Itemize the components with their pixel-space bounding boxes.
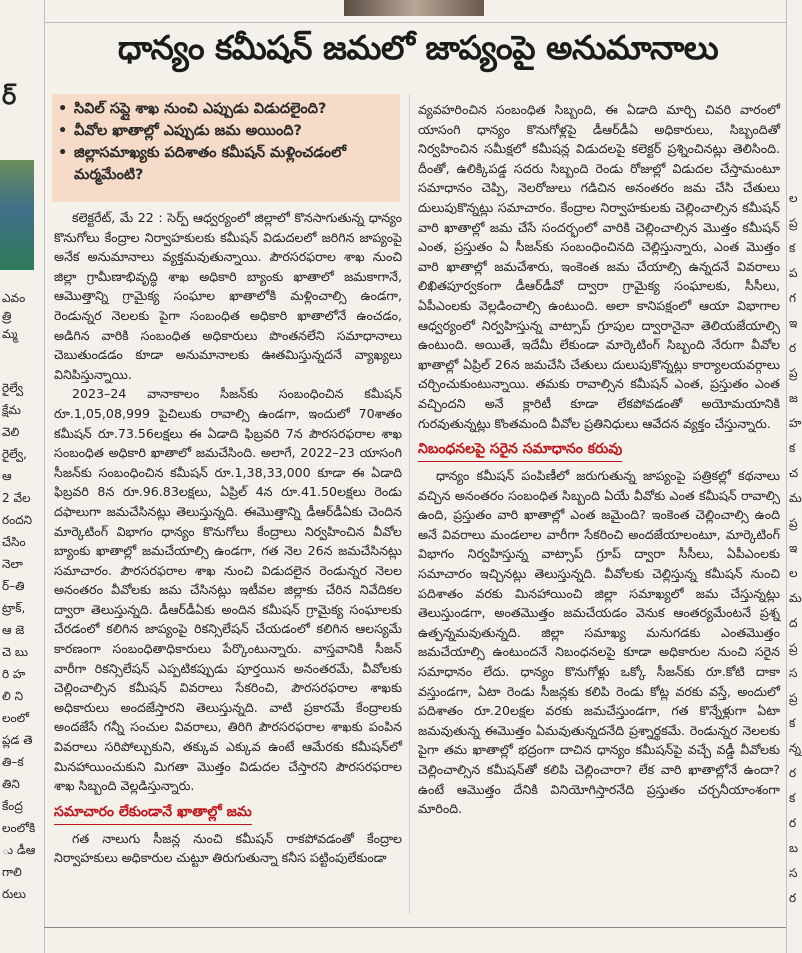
edge-fragment: రి హ xyxy=(2,667,26,681)
edge-fragment: మ xyxy=(789,591,802,605)
edge-fragment: రైల్వే xyxy=(2,381,24,395)
edge-fragment: క xyxy=(789,241,796,255)
edge-fragment: క్షేమ xyxy=(2,403,21,417)
edge-fragment: ర xyxy=(789,766,797,780)
edge-fragment: ప్లడ తె xyxy=(2,733,33,747)
edge-fragment: హ xyxy=(789,416,802,430)
edge-fragment: ర్ xyxy=(2,82,17,110)
bottom-rule xyxy=(44,927,786,928)
edge-fragment: ప్ర xyxy=(789,641,798,655)
subheading: నిబంధనలపై సరైన సమాధానం కరువు xyxy=(418,437,622,462)
edge-fragment: ట్రాక్, xyxy=(2,601,26,615)
edge-fragment: గాలి xyxy=(2,865,22,879)
highlights-box xyxy=(52,94,400,202)
edge-fragment: ప xyxy=(789,266,798,280)
edge-fragment: ర xyxy=(789,816,797,830)
edge-fragment: కేంద్ర xyxy=(2,799,23,813)
edge-fragment: నెలా xyxy=(2,557,23,571)
subheading: సమాచారం లేకుండానే ఖాతాల్లో జమ xyxy=(54,800,252,825)
column-divider xyxy=(409,94,410,914)
edge-fragment: చె బు xyxy=(2,645,29,659)
highlight-item: • జిల్లాసమాఖ్యకు పదిశాతం కమీషన్ మళ్లించడంలో మర్మమేంటి? xyxy=(58,145,346,183)
edge-fragment: వెలి xyxy=(2,425,20,439)
edge-fragment: ద xyxy=(789,616,798,630)
headline: ధాన్యం కమీషన్ జమలో జాప్యంపై అనుమానాలు xyxy=(117,28,719,67)
article-column-2 xyxy=(418,100,780,819)
edge-fragment: రైల్వే, xyxy=(2,447,27,461)
edge-fragment: లి ని xyxy=(2,689,24,703)
edge-fragment: మ్మ xyxy=(2,327,18,341)
edge-fragment: తిని xyxy=(2,777,20,791)
edge-fragment: చ xyxy=(789,466,799,480)
edge-fragment: మ xyxy=(789,491,802,505)
edge-fragment: ర xyxy=(789,891,797,905)
edge-fragment: ర్–తి xyxy=(2,579,25,593)
left-adjacent-column xyxy=(0,0,45,953)
edge-fragment: గ xyxy=(789,291,796,305)
edge-fragment: రందని xyxy=(2,513,33,527)
paragraph: కలెక్టరేట్, మే 22 : సెర్ప్ ఆధ్వర్యంలో జిల్లాలో కొనసాగుతున్న ధాన్యం కొనుగోలు కేంద్రాల నిర్వాహకులకు కమీషన్ విడుదలలో జరిగిన జాప్యంపై అనేక అనుమానాలు వ్యక్తమవుతున్నాయి. పౌరసరఫరాల శాఖ నుంచి జిల్లా గ్రామీణాభివృద్ధి శాఖ అధికారి బ్యాంకు ఖాతాలో జమకాగానే, ఆమొత్తాన్ని గ్రామైక్య సంఘాల ఖాతాలోకి మళ్లించాల్సి ఉండగా, రెండున్నర నెలలకు పైగా సంబంధిత అధికారి ఖాతాలోనే ఉంచడం, అడిగిన వారికి సంబంధిత అధికారులు పొంతనలేని సమాధానాలు చెబుతుండడం కూడా అనుమానాలకు ఊతమిస్తున్నదనే వ్యాఖ్యలు వినిపిస్తున్నాయి. xyxy=(54,210,402,382)
edge-fragment: ఆ జె xyxy=(2,623,25,637)
edge-fragment: స xyxy=(789,666,798,680)
paragraph: వ్యవహరించిన సంబంధిత సిబ్బంది, ఈ ఏడాది మార్చి చివరి వారంలో యాసంగి ధాన్యం కొనుగోళ్లపై డీఆర్‌డీఏ అధికారులు, సిబ్బందితో నిర్వహించిన సమీక్షలో కమీషన్ల విడుదలపై కలెక్టర్ ప్రశ్నించినట్లు తెలిసింది. దీంతో, ఉలిక్కిపడ్డ సదరు సిబ్బంది రెండు రోజుల్లో విడుదల చేస్తామంటూ సమాధానం చెప్పి, నెలరోజులు గడిచిన అనంతరం జమ చేసి చేతులు దులుపుకొన్నట్లు సమాచారం. కేంద్రాల నిర్వాహకులకు చెల్లించాల్సిన కమీషన్ వారి ఖాతాల్లో జమ చేసే సందర్భంలో వారికి చెల్లించాల్సిన మొత్తం కమీషన్ ఎంత, ప్రస్తుతం ఏ సీజన్‌కు సంబంధించినది చెల్లిస్తున్నారు, ఎంత మొత్తం వారి ఖాతాల్లో జమచేశారు, ఇంకెంత జమ చేయాల్సి ఉన్నదనే వివరాలు లిఖితపూర్వకంగా డీఆర్‌డీవో ద్వారా గ్రామైక్య సంఘాలకు, సీసీలు, ఏపీఎంలకు వెల్లడించాల్సి ఉంటుంది. అలా కానిపక్షంలో ఆయా విభాగాల ఆధ్వర్యంలో నిర్వహిస్తున్న వాట్సాప్ గ్రూపుల ద్వారానైనా తెలియజేయాల్సి ఉంటుంది. అయితే, ఇదేమీ లేకుండా మార్కెటింగ్ సిబ్బంది నేరుగా వీవోల ఖాతాల్లో ఏప్రిల్ 26న జమచేసి చేతులు దులుపుకొన్నట్లు కార్యాలయవర్గాలు చర్చించుకుంటున్నాయి. తమకు రావాల్సిన కమీషన్ ఎంత, ప్రస్తుతం ఎంత వచ్చిందని అనే క్లారిటీ కూడా లేకపోవడంతో అయోమయానికి గురవుతున్నట్లు కొంతమంది వీవోల ప్రతినిధులు ఆవేదన వ్యక్తం చేస్తున్నారు. xyxy=(418,102,780,431)
edge-fragment: రులు xyxy=(2,887,26,901)
edge-fragment: క xyxy=(789,716,796,730)
highlight-item: • వీవోల ఖాతాల్లో ఎప్పుడు జమ అయింది? xyxy=(58,123,302,139)
edge-fragment: ఇ xyxy=(789,541,798,555)
edge-fragment: ఆ xyxy=(2,469,12,483)
edge-fragment: తి–క xyxy=(2,755,24,769)
edge-fragment: ప్ర xyxy=(789,516,798,530)
edge-fragment: లంలోకి xyxy=(2,821,36,835)
cropped-photo xyxy=(344,0,484,16)
edge-fragment: క xyxy=(789,441,796,455)
edge-fragment: త్రి xyxy=(2,309,12,323)
edge-fragment: ర xyxy=(789,341,797,355)
edge-fragment: చేసిం xyxy=(2,535,26,549)
paragraph: 2023–24 వానాకాలం సీజన్‌కు సంబంధించిన కమీషన్ రూ.1,05,08,999 పైచిలుకు రావాల్సి ఉండగా, ఇందులో 70శాతం కమీషన్ రూ.73.56లక్షలు ఈ ఏడాది ఫిబ్రవరి 7న పౌరసరఫరాల శాఖ సంబంధిత అధికారి ఖాతాలో జమచేసింది. అలాగే, 2022–23 యాసంగి సీజన్‌కు సంబంధించిన కమీషన్ రూ.1,38,33,000 కూడా ఈ ఏడాది ఫిబ్రవరి 8న రూ.96.83లక్షలు, ఏప్రిల్ 4న రూ.41.50లక్షలు రెండు దఫాలుగా జమచేసినట్లు తెలుస్తున్నది. ఈమొత్తాన్ని డీఆర్‌డీఏకు చెందిన మార్కెటింగ్ విభాగం ధాన్యం కొనుగోలు కేంద్రాలు నిర్వహించిన వీవోల బ్యాంకు ఖాతాల్లో జమచేయాల్సి ఉండగా, గత నెల 26న జమచేసినట్లు సమాచారం. పౌరసరఫరాల శాఖ నుంచి విడుదలైన రెండున్నర నెలల అనంతరం వీవోలకు జమ చేసినట్లు ఇటీవల జిల్లాకు చేరిన నివేదికల ద్వారా తెలుస్తున్నది. డీఆర్‌డీఏకు అందిన కమీషన్ గ్రామైక్య సంఘాలకు చేరడంలో కలిగిన జాప్యంపై రికన్సిలేషన్ చేయడంలో కలిగిన ఆలస్యమే కారణంగా సంబంధితాధికారులు పేర్కొంటున్నారు. వాస్తవానికి సీజన్ వారీగా రికన్సిలేషన్ ఎప్పటికప్పుడు పూర్తయిన అనంతరమే, వీవోలకు చెల్లించాల్సిన కమీషన్ వివరాలు సేకరించి, పౌరసరఫరాల శాఖకు అధికారులు అందజేస్తారని తెలుస్తున్నది. వాటి ప్రకారమే కేంద్రాలకు అందజేసే గన్నీ సంచుల వివరాలు, తిరిగి పౌరసరఫరాల శాఖకు పంపిన వివరాలు సరిపోల్చుకుని, తక్కువ ఎక్కువ ఉంటే ఆమేరకు కమీషన్‌లో మినహాయించుకుని మిగతా మొత్తం విడుదల చేస్తారని పౌరసరఫరాల శాఖ సిబ్బంది వెల్లడిస్తున్నారు. xyxy=(54,386,402,794)
edge-fragment: లంలో xyxy=(2,711,29,725)
edge-fragment: స xyxy=(789,866,798,880)
right-adjacent-column xyxy=(786,0,801,953)
edge-fragment: న్న xyxy=(789,741,801,755)
top-edge-fragment xyxy=(44,0,786,23)
paragraph: ధాన్యం కమీషన్ పంపిణీలో జరుగుతున్న జాప్యంపై పత్రికల్లో కథనాలు వచ్చిన అనంతరం సంబంధిత సిబ్బంది ఏయే వీవోకు ఎంత కమీషన్ రావాల్సి ఉంది, ప్రస్తుతం వారి ఖాతాల్లో ఎంత జమైంది? ఇంకెంత చెల్లించాల్సి ఉంది అనే వివరాలు మండలాల వారీగా సేకరించి అందజేయాలంటూ, మార్కెటింగ్ విభాగం నిర్వహిస్తున్న వాట్సాప్ గ్రూప్ ద్వారా సీసీలు, ఏపీఎంలకు సమాచారం ఇచ్చినట్లు తెలుస్తున్నది. వీవోలకు చెల్లిస్తున్న కమీషన్ నుంచి పదిశాతం వరకు మినహాయించి జిల్లా సమాఖ్యలో జమ చేస్తున్నట్లు తెలుస్తుండగా, అంతమొత్తం జమచేయడం వెనుక ఆంతర్యమేంటనే ప్రశ్న ఉత్పన్నమవుతున్నది. జిల్లా సమాఖ్య మనుగడకు ఎంతమొత్తం జమచేయాల్సి ఉంటుందనే నిబంధనలపై కూడా అధికారుల నుంచి సరైన సమాధానం లేదు. ధాన్యం కొనుగోళ్లు ఒక్కో సీజన్‌కు రూ.కోటి దాకా వస్తుండగా, ఏటా రెండు సీజన్లకు కలిపి రెండు కోట్ల వరకు వస్తే, అందులో పదిశాతం రూ.20లక్షల వరకు జమచేస్తుండగా, గత కొన్నేళ్లుగా ఏటా జమవుతున్న ఈమొత్తం ఏమవుతున్నదనేది ప్రశ్నార్థకమే. రెండున్నర నెలలకు పైగా తమ ఖాతాల్లో భద్రంగా దాచిన ధాన్యం కమీషన్‌పై వచ్చే వడ్డీ వీవోలకు చెల్లించాల్సిన కమీషన్‌తో కలిపి చెల్లించారా? లేక వారి ఖాతాల్లోనే ఉందా? ఉంటే ఆమొత్తం దేనికి వినియోగిస్తారనేది ప్రస్తుతం చర్చనీయాంశంగా మారింది. xyxy=(418,468,780,817)
edge-fragment: ప్ర xyxy=(789,216,798,230)
edge-fragment: 2 వేల xyxy=(2,491,31,505)
edge-fragment: ఎవం xyxy=(2,291,26,305)
highlight-item: • సివిల్ సప్లై శాఖ నుంచి ఎప్పుడు విడుదలైంది? xyxy=(58,101,327,117)
article-column-1 xyxy=(54,208,402,868)
edge-fragment: ప్ర xyxy=(789,366,798,380)
cropped-photo-left xyxy=(0,160,34,270)
edge-fragment: జ xyxy=(789,391,798,405)
edge-fragment: ు డీఆ xyxy=(2,843,36,857)
paragraph: గత నాలుగు సీజన్ల నుంచి కమీషన్ రాకపోవడంతో కేంద్రాల నిర్వాహకులు అధికారుల చుట్టూ తిరుగుతున్నా కనీస పట్టింపులేకుండా xyxy=(54,830,402,866)
edge-fragment: బ xyxy=(789,841,799,855)
edge-fragment: ప్ర xyxy=(789,691,798,705)
edge-fragment: ల xyxy=(789,191,798,205)
edge-fragment: ఇ xyxy=(789,316,798,330)
edge-fragment: క xyxy=(789,791,796,805)
edge-fragment: ల xyxy=(789,566,798,580)
